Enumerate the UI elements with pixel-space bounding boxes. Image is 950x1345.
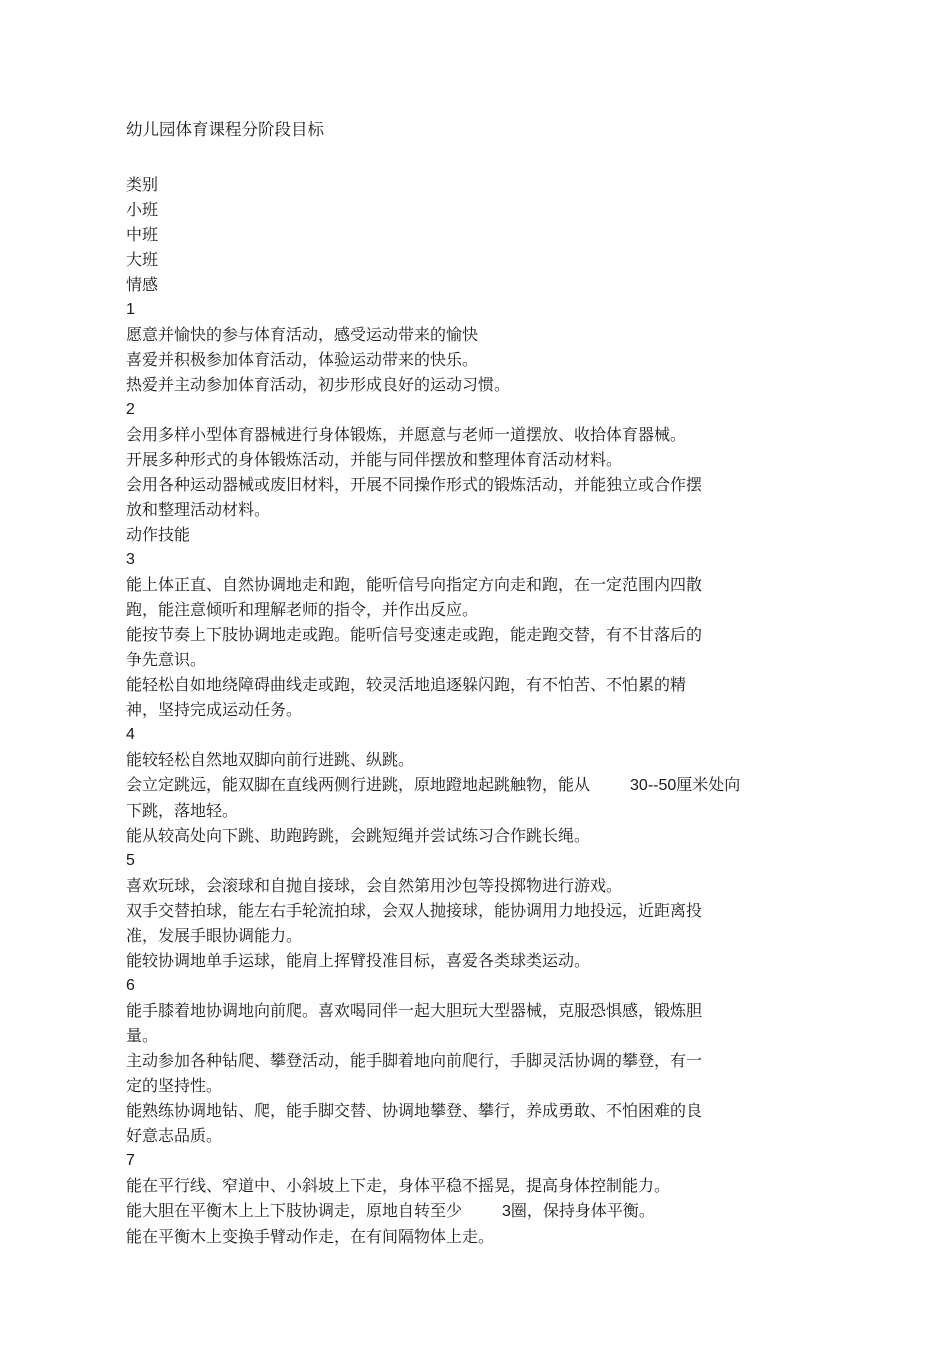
item-text: 放和整理活动材料。 (126, 500, 271, 519)
item-text: 能在平行线、窄道中、小斜坡上下走，身体平稳不摇晃，提高身体控制能力。 (126, 1176, 671, 1195)
item-text: 量。 (126, 1026, 159, 1045)
item-text: 能较轻松自然地双脚向前行进跳、纵跳。 (126, 750, 415, 769)
item-text (126, 1198, 826, 1224)
item-text-part: 圈，保持身体平衡。 (510, 1201, 655, 1220)
document-title: 幼儿园体育课程分阶段目标 (126, 120, 324, 139)
item-text: 能在平衡木上变换手臂动作走，在有间隔物体上走。 (126, 1227, 495, 1246)
item-text (126, 772, 826, 798)
item-text: 下跳，落地轻。 (126, 801, 239, 820)
header-large-class: 大班 (126, 250, 159, 269)
item-text-part: 会立定跳远，能双脚在直线两侧行进跳，原地蹬地起跳触物，能从 (126, 775, 591, 794)
item-text: 能按节奏上下肢协调地走或跑。能听信号变速走或跑，能走跑交替，有不甘落后的 (126, 625, 703, 644)
item-text: 跑，能注意倾听和理解老师的指令，并作出反应。 (126, 600, 479, 619)
item-text: 愿意并愉快的参与体育活动，感受运动带来的愉快 (126, 325, 479, 344)
item-text: 能手膝着地协调地向前爬。喜欢喝同伴一起大胆玩大型器械，克服恐惧感，锻炼胆 (126, 1001, 703, 1020)
header-small-class: 小班 (126, 200, 159, 219)
item-number: 1 (126, 301, 135, 318)
item-text: 能从较高处向下跳、助跑跨跳，会跳短绳并尝试练习合作跳长绳。 (126, 826, 591, 845)
item-text: 喜欢玩球，会滚球和自抛自接球，会自然第用沙包等投掷物进行游戏。 (126, 876, 623, 895)
document-page (126, 118, 826, 1249)
item-text: 定的坚持性。 (126, 1076, 223, 1095)
item-text: 双手交替拍球，能左右手轮流拍球，会双人抛接球，能协调用力地投远，近距离投 (126, 901, 703, 920)
category-motor-skills: 动作技能 (126, 525, 191, 544)
item-number: 2 (126, 401, 135, 418)
category-emotion: 情感 (126, 275, 159, 294)
item-text: 会用多样小型体育器械进行身体锻炼，并愿意与老师一道摆放、收拾体育器械。 (126, 425, 687, 444)
item-text: 能轻松自如地绕障碍曲线走或跑，较灵活地追逐躲闪跑，有不怕苦、不怕累的精 (126, 675, 687, 694)
item-text: 能较协调地单手运球，能肩上挥臂投准目标，喜爱各类球类运动。 (126, 951, 591, 970)
distance-value: 30--50 (630, 777, 677, 794)
item-text-part: 厘米处向 (676, 775, 741, 794)
item-number: 6 (126, 977, 135, 994)
item-number: 3 (126, 551, 135, 568)
item-text: 能熟练协调地钻、爬，能手脚交替、协调地攀登、攀行，养成勇敢、不怕困难的良 (126, 1101, 703, 1120)
item-text: 能上体正直、自然协调地走和跑，能听信号向指定方向走和跑，在一定范围内四散 (126, 575, 703, 594)
item-text: 喜爱并积极参加体育活动，体验运动带来的快乐。 (126, 350, 479, 369)
item-number: 5 (126, 852, 135, 869)
item-text: 准，发展手眼协调能力。 (126, 926, 303, 945)
item-text: 争先意识。 (126, 650, 207, 669)
turn-count-value: 3 (502, 1203, 511, 1220)
item-text-part: 能大胆在平衡木上上下肢协调走，原地自转至少 (126, 1201, 463, 1220)
item-text: 热爱并主动参加体育活动，初步形成良好的运动习惯。 (126, 375, 511, 394)
item-number: 4 (126, 726, 135, 743)
header-category: 类别 (126, 175, 159, 194)
item-text: 开展多种形式的身体锻炼活动，并能与同伴摆放和整理体育活动材料。 (126, 450, 623, 469)
item-text: 神，坚持完成运动任务。 (126, 700, 303, 719)
item-text: 会用各种运动器械或废旧材料，开展不同操作形式的锻炼活动，并能独立或合作摆 (126, 475, 703, 494)
item-number: 7 (126, 1152, 135, 1169)
header-middle-class: 中班 (126, 225, 159, 244)
item-text: 主动参加各种钻爬、攀登活动，能手脚着地向前爬行，手脚灵活协调的攀登，有一 (126, 1051, 703, 1070)
item-text: 好意志品质。 (126, 1126, 223, 1145)
